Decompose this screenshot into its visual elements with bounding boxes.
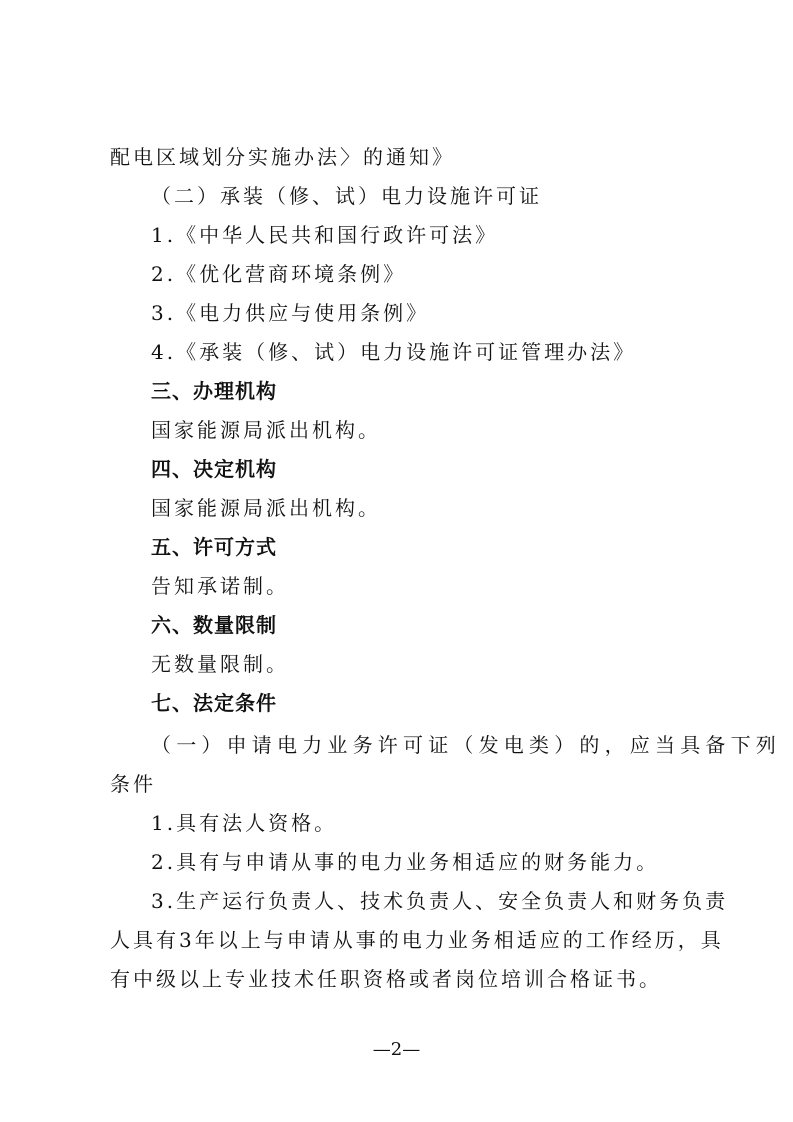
text-line: 有中级以上专业技术任职资格或者岗位培训合格证书。 [110, 967, 662, 991]
list-item: 1.具有法人资格。 [151, 811, 338, 835]
subsection-heading: （二）承装（修、试）电力设施许可证 [151, 184, 542, 208]
list-item: 3.生产运行负责人、技术负责人、安全负责人和财务负责 [151, 889, 729, 913]
text-line: 人具有3年以上与申请从事的电力业务相适应的工作经历，具 [110, 928, 724, 952]
text-line: 告知承诺制。 [151, 574, 289, 598]
page-number: —2— [372, 1039, 421, 1060]
text-line: 条件 [110, 772, 156, 796]
list-item: 3.《电力供应与使用条例》 [151, 301, 430, 325]
section-heading: 五、许可方式 [151, 535, 277, 559]
list-item: 2.《优化营商环境条例》 [151, 262, 407, 286]
text-line: 国家能源局派出机构。 [151, 418, 381, 442]
section-heading: 六、数量限制 [151, 613, 277, 637]
list-item: 1.《中华人民共和国行政许可法》 [151, 223, 499, 247]
list-item: 2.具有与申请从事的电力业务相适应的财务能力。 [151, 850, 660, 874]
subsection-heading: （一）申请电力业务许可证（发电类）的，应当具备下列 [151, 733, 781, 757]
text-line: 配电区域划分实施办法〉的通知》 [110, 145, 455, 169]
section-heading: 七、法定条件 [151, 691, 277, 715]
text-line: 国家能源局派出机构。 [151, 496, 381, 520]
text-line: 无数量限制。 [151, 652, 289, 676]
list-item: 4.《承装（修、试）电力设施许可证管理办法》 [151, 340, 637, 364]
section-heading: 四、决定机构 [151, 457, 277, 481]
section-heading: 三、办理机构 [151, 379, 277, 403]
